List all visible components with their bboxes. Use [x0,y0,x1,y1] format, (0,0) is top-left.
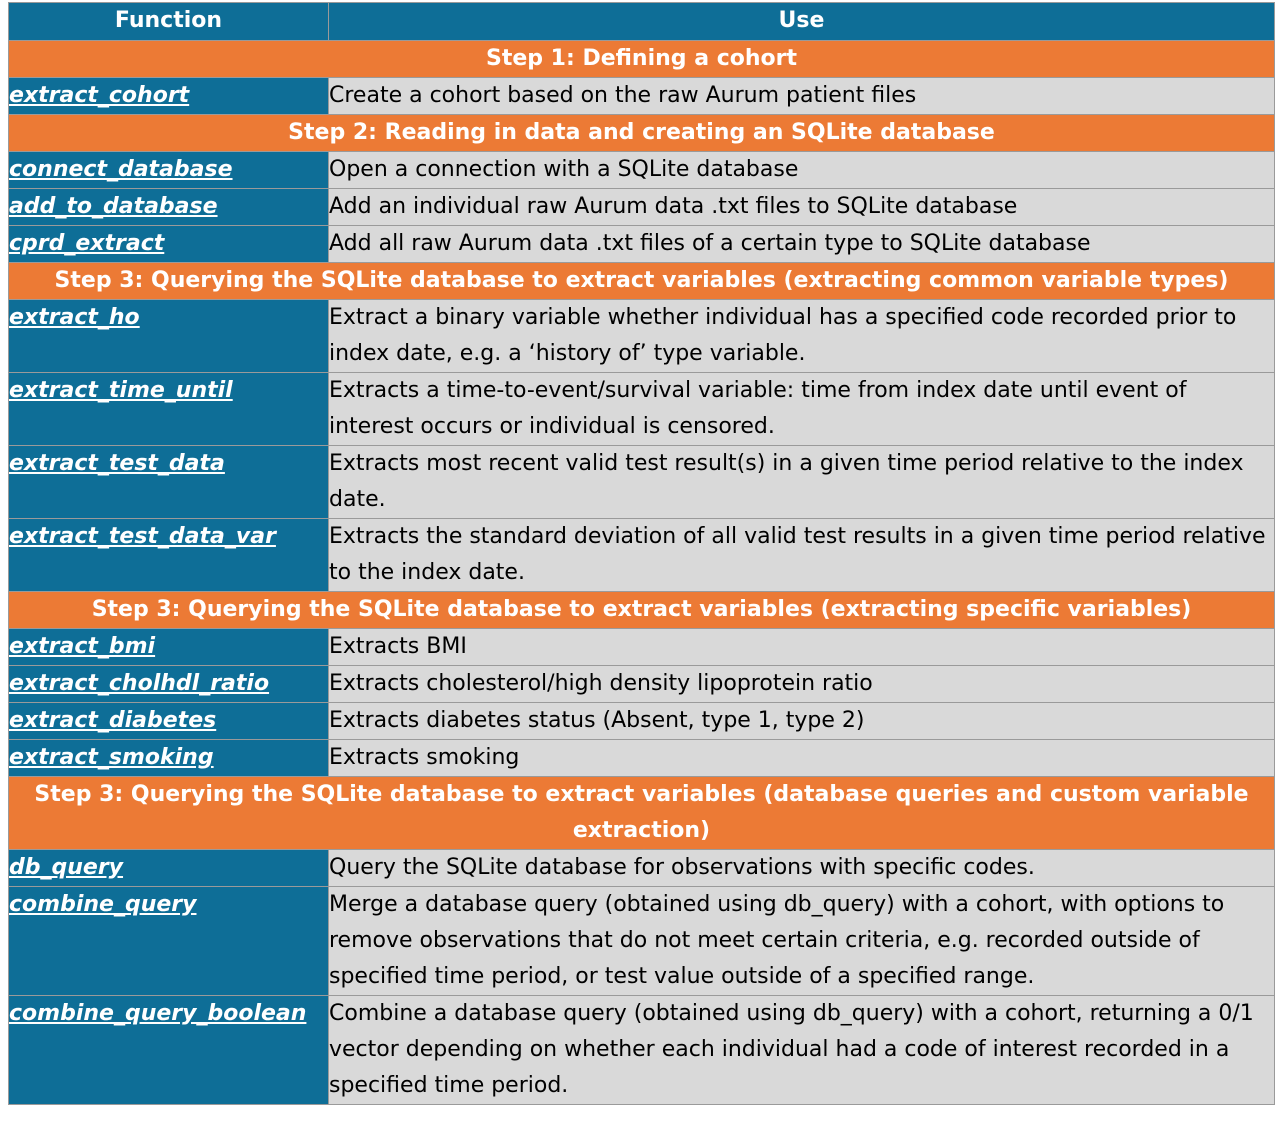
function-cell [9,446,329,519]
use-cell: Merge a database query (obtained using db_query) with a cohort, with options to remove observations that do not meet certain criteria, e.g. recorded outside of specified time period, or test value outside of a specified range. [329,887,1275,996]
function-cell [9,373,329,446]
step-row [9,777,1275,850]
function-cell [9,226,329,263]
function-cell [9,850,329,887]
use-cell: Extracts a time-to-event/survival variable: time from index date until event of interest occurs or individual is censored. [329,373,1275,446]
step-title: Step 1: Defining a cohort [9,41,1275,78]
function-link[interactable]: extract_smoking [9,745,214,770]
table-row [9,300,1275,373]
function-link[interactable]: add_to_database [9,194,218,219]
function-cell [9,189,329,226]
function-column-header: Function [9,3,329,41]
function-cell [9,740,329,777]
use-cell: Query the SQLite database for observations with specific codes. [329,850,1275,887]
table-row [9,703,1275,740]
function-cell [9,78,329,115]
step-row [9,115,1275,152]
table-row [9,78,1275,115]
function-link[interactable]: db_query [9,855,124,880]
function-link[interactable]: combine_query_boolean [9,1001,307,1026]
function-cell [9,666,329,703]
use-cell: Extracts smoking [329,740,1275,777]
use-cell: Open a connection with a SQLite database [329,152,1275,189]
table-row [9,887,1275,996]
table-row [9,519,1275,592]
function-link[interactable]: extract_cholhdl_ratio [9,671,270,696]
header-row [9,3,1275,41]
function-link[interactable]: combine_query [9,892,197,917]
table-row [9,446,1275,519]
use-cell: Combine a database query (obtained using db_query) with a cohort, returning a 0/1 vector depending on whether each individual had a code of interest recorded in a specified time period. [329,996,1275,1105]
function-cell [9,152,329,189]
function-cell [9,887,329,996]
use-cell: Add an individual raw Aurum data .txt files to SQLite database [329,189,1275,226]
step-title: Step 3: Querying the SQLite database to extract variables (extracting specific variables) [9,592,1275,629]
step-row [9,592,1275,629]
use-cell: Extracts cholesterol/high density lipoprotein ratio [329,666,1275,703]
table-row [9,373,1275,446]
use-cell: Extracts diabetes status (Absent, type 1, type 2) [329,703,1275,740]
table-row [9,996,1275,1105]
function-link[interactable]: connect_database [9,157,233,182]
function-link[interactable]: extract_ho [9,305,140,330]
step-row [9,41,1275,78]
function-link[interactable]: extract_diabetes [9,708,217,733]
use-cell: Add all raw Aurum data .txt files of a certain type to SQLite database [329,226,1275,263]
function-cell [9,703,329,740]
step-title: Step 3: Querying the SQLite database to extract variables (extracting common variable types) [9,263,1275,300]
table-row [9,226,1275,263]
function-link[interactable]: extract_test_data [9,451,225,476]
function-link[interactable]: extract_test_data_var [9,524,276,549]
step-title: Step 3: Querying the SQLite database to extract variables (database queries and custom variable extraction) [9,777,1275,850]
function-link[interactable]: extract_bmi [9,634,156,659]
function-cell [9,300,329,373]
table-row [9,629,1275,666]
function-link[interactable]: cprd_extract [9,231,165,256]
step-row [9,263,1275,300]
function-cell [9,629,329,666]
function-cell [9,996,329,1105]
use-cell: Create a cohort based on the raw Aurum patient files [329,78,1275,115]
table-row [9,189,1275,226]
use-cell: Extracts the standard deviation of all valid test results in a given time period relative to the index date. [329,519,1275,592]
function-link[interactable]: extract_cohort [9,83,190,108]
table-row [9,850,1275,887]
table-row [9,740,1275,777]
function-cell [9,519,329,592]
use-cell: Extracts most recent valid test result(s) in a given time period relative to the index date. [329,446,1275,519]
table-row [9,152,1275,189]
function-link[interactable]: extract_time_until [9,378,233,403]
table-row [9,666,1275,703]
use-column-header: Use [329,3,1275,41]
functions-table [8,2,1275,1105]
use-cell: Extracts BMI [329,629,1275,666]
use-cell: Extract a binary variable whether individual has a specified code recorded prior to index date, e.g. a ‘history of’ type variable. [329,300,1275,373]
step-title: Step 2: Reading in data and creating an SQLite database [9,115,1275,152]
